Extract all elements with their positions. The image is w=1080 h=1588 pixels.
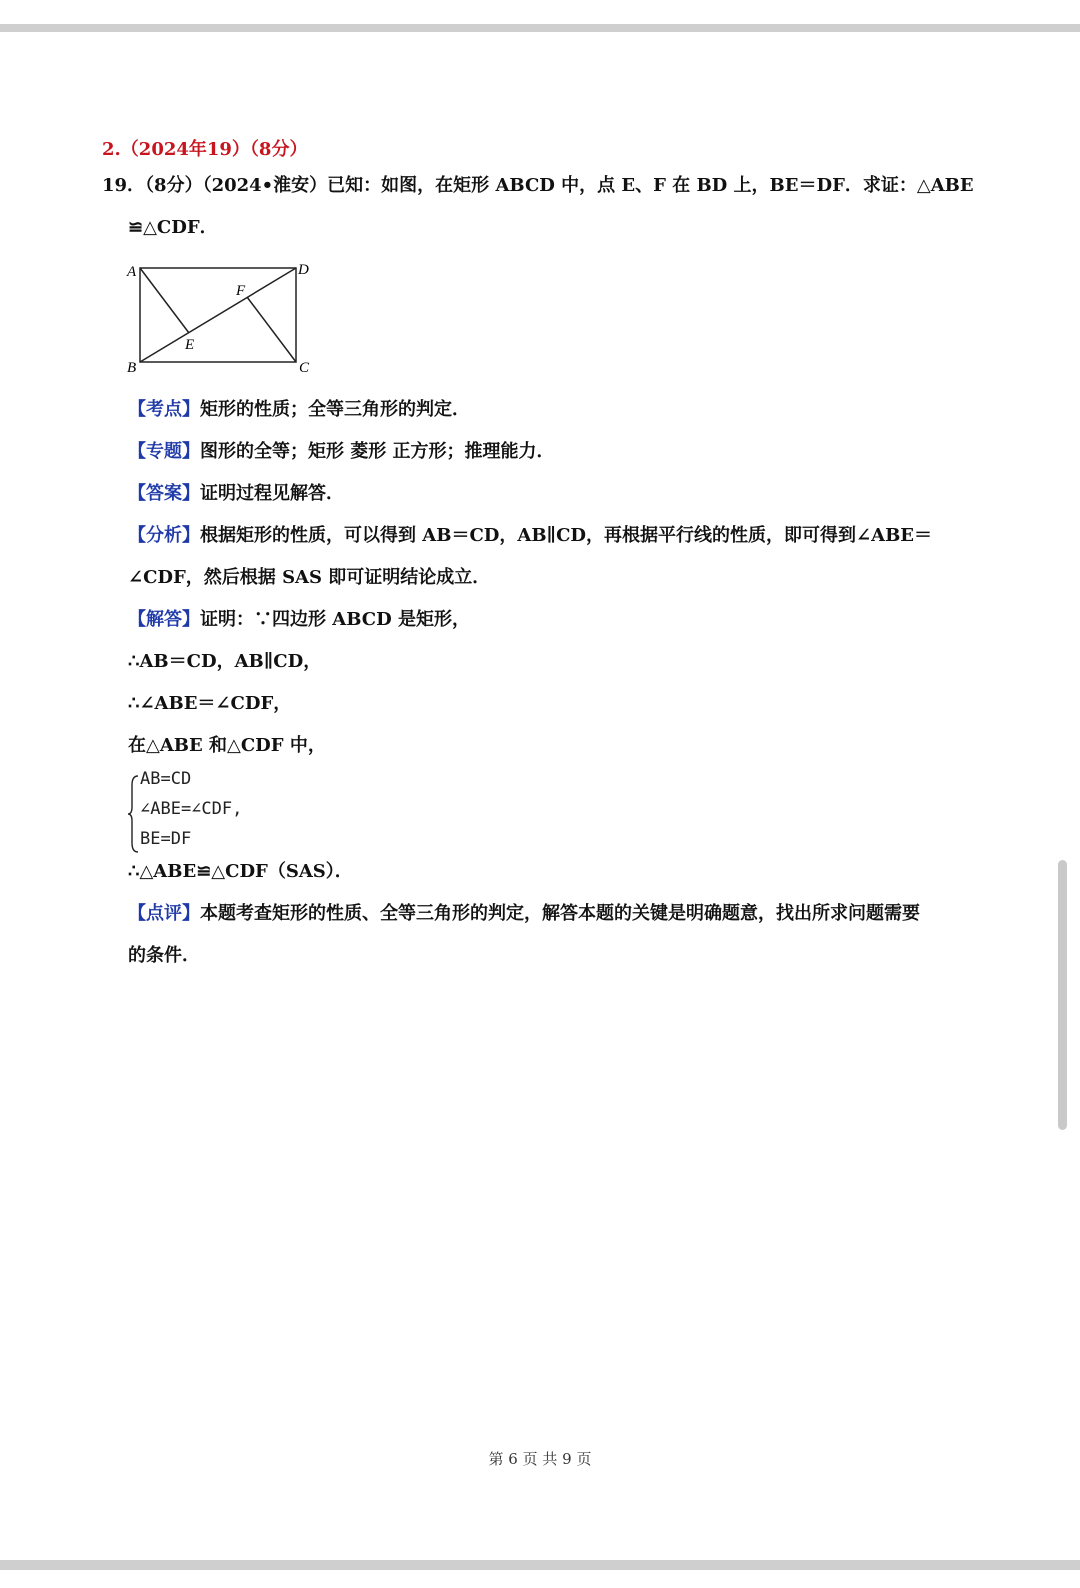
jieda-tag: 【解答】 xyxy=(128,609,200,630)
fenxi-line-2: ∠CDF，然后根据 SAS 即可证明结论成立． xyxy=(128,567,491,588)
kaodian-text: 矩形的性质；全等三角形的判定． xyxy=(200,399,470,420)
dianping-line-1 xyxy=(128,902,920,926)
vertical-scrollbar[interactable] xyxy=(1058,860,1067,1130)
zhuanti-text: 图形的全等；矩形 菱形 正方形；推理能力． xyxy=(200,441,555,462)
jieda-step-3: 在△ABE 和△CDF 中， xyxy=(128,735,326,756)
brace-system xyxy=(128,769,328,865)
fenxi-line-1 xyxy=(128,524,932,548)
dianping-tag: 【点评】 xyxy=(128,903,200,924)
brace-row-1: AB=CD xyxy=(140,769,192,789)
page-footer: 第 6 页 共 9 页 xyxy=(488,1450,592,1468)
brace-row-2: ∠ABE=∠CDF, xyxy=(140,799,243,819)
label-c: C xyxy=(299,360,310,376)
problem-statement-line-2: ≌△CDF． xyxy=(128,217,218,238)
jieda-line xyxy=(128,608,470,632)
label-f: F xyxy=(236,283,246,299)
rectangle-figure xyxy=(124,258,324,378)
label-e: E xyxy=(185,337,195,353)
dianping-line-2: 的条件． xyxy=(128,945,200,966)
zhuanti-line xyxy=(128,440,555,464)
daan-line xyxy=(128,482,344,506)
segment-cf xyxy=(247,297,296,362)
label-d: D xyxy=(298,262,309,278)
brace-row-3: BE=DF xyxy=(140,829,192,849)
section-heading: 2.（2024年19）（8分） xyxy=(102,139,308,160)
left-brace-icon xyxy=(128,775,140,853)
jieda-conclusion: ∴△ABE≌△CDF（SAS）． xyxy=(128,861,353,882)
zhuanti-tag: 【专题】 xyxy=(128,441,200,462)
fenxi-text-1: 根据矩形的性质，可以得到 AB＝CD，AB∥CD，再根据平行线的性质，即可得到∠ABE＝ xyxy=(200,525,933,546)
fenxi-tag: 【分析】 xyxy=(128,525,200,546)
daan-text: 证明过程见解答． xyxy=(200,483,344,504)
label-b: B xyxy=(127,360,137,376)
jieda-text: 证明：∵四边形 ABCD 是矩形， xyxy=(200,609,470,630)
dianping-text-1: 本题考查矩形的性质、全等三角形的判定，解答本题的关键是明确题意，找出所求问题需要 xyxy=(200,903,920,924)
segment-ae xyxy=(140,268,189,333)
daan-tag: 【答案】 xyxy=(128,483,200,504)
kaodian-line xyxy=(128,398,470,422)
kaodian-tag: 【考点】 xyxy=(128,399,200,420)
jieda-step-2: ∴∠ABE＝∠CDF， xyxy=(128,693,292,714)
diagonal-bd xyxy=(140,268,296,362)
jieda-step-1: ∴AB＝CD，AB∥CD， xyxy=(128,651,322,672)
problem-statement-line-1: 19．（8分）（2024•淮安）已知：如图，在矩形 ABCD 中，点 E、F 在 BD 上，BE＝DF．求证：△ABE xyxy=(102,175,974,196)
bottom-divider xyxy=(0,1560,1080,1570)
label-a: A xyxy=(127,264,137,280)
